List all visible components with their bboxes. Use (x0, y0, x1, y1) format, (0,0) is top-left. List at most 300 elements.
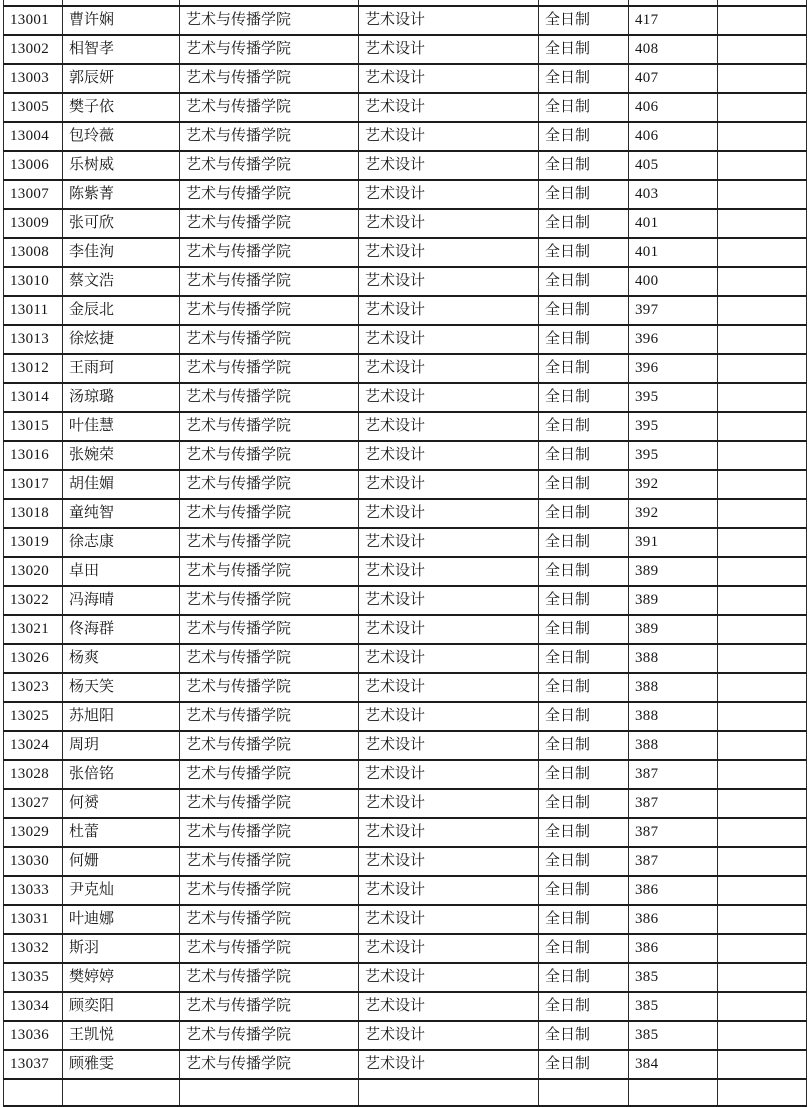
cell-major: 艺术设计 (359, 760, 539, 789)
cell-id: 13030 (4, 847, 63, 876)
cell-college: 艺术与传播学院 (180, 64, 359, 93)
cell-name: 叶佳慧 (63, 412, 180, 441)
empty-cell (629, 1079, 718, 1106)
cell-major: 艺术设计 (359, 644, 539, 673)
cell-id: 13008 (4, 238, 63, 267)
cell-score: 405 (629, 151, 718, 180)
cell-mode: 全日制 (539, 818, 629, 847)
cell-extra (718, 1021, 807, 1050)
cell-major: 艺术设计 (359, 296, 539, 325)
cell-id: 13010 (4, 267, 63, 296)
cell-score: 386 (629, 876, 718, 905)
cell-college: 艺术与传播学院 (180, 1050, 359, 1079)
cell-mode: 全日制 (539, 615, 629, 644)
cell-score: 386 (629, 905, 718, 934)
cell-mode: 全日制 (539, 441, 629, 470)
cell-id: 13021 (4, 615, 63, 644)
table-row (4, 470, 807, 499)
cell-college: 艺术与传播学院 (180, 35, 359, 64)
cell-id: 13020 (4, 557, 63, 586)
cell-extra (718, 296, 807, 325)
table-row (4, 64, 807, 93)
cell-score: 388 (629, 673, 718, 702)
cell-name: 尹克灿 (63, 876, 180, 905)
cell-college: 艺术与传播学院 (180, 760, 359, 789)
cell-major: 艺术设计 (359, 963, 539, 992)
cell-extra (718, 847, 807, 876)
cell-id: 13018 (4, 499, 63, 528)
cell-score: 387 (629, 789, 718, 818)
cell-extra (718, 267, 807, 296)
cell-college: 艺术与传播学院 (180, 876, 359, 905)
cell-major: 艺术设计 (359, 615, 539, 644)
cell-mode: 全日制 (539, 296, 629, 325)
cell-extra (718, 644, 807, 673)
cell-college: 艺术与传播学院 (180, 702, 359, 731)
cell-extra (718, 905, 807, 934)
table-row (4, 151, 807, 180)
cell-major: 艺术设计 (359, 441, 539, 470)
cell-college: 艺术与传播学院 (180, 441, 359, 470)
cell-id: 13003 (4, 64, 63, 93)
cell-extra (718, 789, 807, 818)
cell-major: 艺术设计 (359, 122, 539, 151)
cell-major: 艺术设计 (359, 6, 539, 35)
cell-mode: 全日制 (539, 209, 629, 238)
cell-major: 艺术设计 (359, 586, 539, 615)
cell-major: 艺术设计 (359, 847, 539, 876)
empty-cell (539, 1079, 629, 1106)
cell-id: 13035 (4, 963, 63, 992)
cell-name: 陈紫菁 (63, 180, 180, 209)
empty-cell (180, 1079, 359, 1106)
cell-mode: 全日制 (539, 992, 629, 1021)
cell-major: 艺术设计 (359, 702, 539, 731)
cell-major: 艺术设计 (359, 35, 539, 64)
cell-name: 周玥 (63, 731, 180, 760)
cell-extra (718, 122, 807, 151)
cell-name: 金辰北 (63, 296, 180, 325)
table-row (4, 122, 807, 151)
cell-name: 冯海晴 (63, 586, 180, 615)
cell-mode: 全日制 (539, 847, 629, 876)
table-row (4, 180, 807, 209)
cell-college: 艺术与传播学院 (180, 644, 359, 673)
cell-major: 艺术设计 (359, 383, 539, 412)
table-row (4, 557, 807, 586)
partial-row-bottom (4, 1079, 807, 1106)
cell-extra (718, 325, 807, 354)
cell-id: 13027 (4, 789, 63, 818)
table-row (4, 992, 807, 1021)
cell-name: 卓田 (63, 557, 180, 586)
cell-name: 张倍铭 (63, 760, 180, 789)
cell-mode: 全日制 (539, 789, 629, 818)
cell-score: 395 (629, 412, 718, 441)
cell-score: 396 (629, 354, 718, 383)
cell-id: 13001 (4, 6, 63, 35)
table-row (4, 1050, 807, 1079)
cell-college: 艺术与传播学院 (180, 934, 359, 963)
cell-major: 艺术设计 (359, 731, 539, 760)
cell-id: 13032 (4, 934, 63, 963)
cell-score: 408 (629, 35, 718, 64)
cell-mode: 全日制 (539, 760, 629, 789)
cell-score: 389 (629, 557, 718, 586)
table-row (4, 209, 807, 238)
table-row (4, 441, 807, 470)
cell-name: 汤琼璐 (63, 383, 180, 412)
cell-college: 艺术与传播学院 (180, 528, 359, 557)
cell-score: 406 (629, 122, 718, 151)
cell-extra (718, 934, 807, 963)
cell-id: 13017 (4, 470, 63, 499)
table-row (4, 238, 807, 267)
cell-major: 艺术设计 (359, 267, 539, 296)
cell-id: 13004 (4, 122, 63, 151)
cell-id: 13024 (4, 731, 63, 760)
cell-college: 艺术与传播学院 (180, 992, 359, 1021)
cell-college: 艺术与传播学院 (180, 847, 359, 876)
cell-college: 艺术与传播学院 (180, 354, 359, 383)
cell-name: 李佳洵 (63, 238, 180, 267)
cell-name: 斯羽 (63, 934, 180, 963)
cell-name: 杜蕾 (63, 818, 180, 847)
cell-college: 艺术与传播学院 (180, 383, 359, 412)
table-row (4, 615, 807, 644)
cell-extra (718, 412, 807, 441)
cell-score: 389 (629, 586, 718, 615)
cell-score: 385 (629, 963, 718, 992)
cell-extra (718, 93, 807, 122)
cell-id: 13006 (4, 151, 63, 180)
cell-major: 艺术设计 (359, 876, 539, 905)
cell-college: 艺术与传播学院 (180, 238, 359, 267)
cell-college: 艺术与传播学院 (180, 963, 359, 992)
cell-mode: 全日制 (539, 151, 629, 180)
cell-major: 艺术设计 (359, 64, 539, 93)
cell-id: 13028 (4, 760, 63, 789)
cell-college: 艺术与传播学院 (180, 731, 359, 760)
cell-major: 艺术设计 (359, 1021, 539, 1050)
cell-major: 艺术设计 (359, 470, 539, 499)
cell-major: 艺术设计 (359, 818, 539, 847)
cell-name: 何赟 (63, 789, 180, 818)
cell-mode: 全日制 (539, 180, 629, 209)
admission-score-table (3, 0, 807, 1107)
cell-mode: 全日制 (539, 64, 629, 93)
cell-name: 杨爽 (63, 644, 180, 673)
cell-id: 13012 (4, 354, 63, 383)
cell-major: 艺术设计 (359, 557, 539, 586)
table-row (4, 760, 807, 789)
table-row (4, 528, 807, 557)
table-row (4, 702, 807, 731)
table-row (4, 296, 807, 325)
cell-extra (718, 615, 807, 644)
cell-name: 徐志康 (63, 528, 180, 557)
table-row (4, 6, 807, 35)
cell-college: 艺术与传播学院 (180, 267, 359, 296)
cell-id: 13016 (4, 441, 63, 470)
table-row (4, 905, 807, 934)
cell-college: 艺术与传播学院 (180, 789, 359, 818)
cell-name: 苏旭阳 (63, 702, 180, 731)
cell-name: 顾奕阳 (63, 992, 180, 1021)
table-row (4, 35, 807, 64)
cell-college: 艺术与传播学院 (180, 412, 359, 441)
cell-extra (718, 64, 807, 93)
table-row (4, 1021, 807, 1050)
cell-extra (718, 151, 807, 180)
cell-score: 407 (629, 64, 718, 93)
cell-major: 艺术设计 (359, 934, 539, 963)
empty-cell (63, 1079, 180, 1106)
cell-college: 艺术与传播学院 (180, 180, 359, 209)
cell-extra (718, 992, 807, 1021)
cell-extra (718, 818, 807, 847)
cell-mode: 全日制 (539, 383, 629, 412)
cell-score: 388 (629, 644, 718, 673)
cell-score: 395 (629, 441, 718, 470)
cell-score: 396 (629, 325, 718, 354)
cell-extra (718, 731, 807, 760)
cell-id: 13036 (4, 1021, 63, 1050)
cell-mode: 全日制 (539, 876, 629, 905)
cell-extra (718, 528, 807, 557)
cell-college: 艺术与传播学院 (180, 296, 359, 325)
cell-name: 王雨珂 (63, 354, 180, 383)
cell-score: 386 (629, 934, 718, 963)
cell-name: 童纯智 (63, 499, 180, 528)
cell-mode: 全日制 (539, 267, 629, 296)
cell-id: 13023 (4, 673, 63, 702)
cell-score: 388 (629, 702, 718, 731)
cell-id: 13009 (4, 209, 63, 238)
cell-id: 13034 (4, 992, 63, 1021)
cell-score: 389 (629, 615, 718, 644)
cell-major: 艺术设计 (359, 151, 539, 180)
cell-major: 艺术设计 (359, 325, 539, 354)
table-row (4, 818, 807, 847)
cell-id: 13037 (4, 1050, 63, 1079)
cell-name: 相智孝 (63, 35, 180, 64)
cell-id: 13033 (4, 876, 63, 905)
cell-name: 顾雅雯 (63, 1050, 180, 1079)
cell-mode: 全日制 (539, 499, 629, 528)
cell-major: 艺术设计 (359, 209, 539, 238)
cell-major: 艺术设计 (359, 412, 539, 441)
cell-id: 13019 (4, 528, 63, 557)
cell-score: 387 (629, 847, 718, 876)
cell-mode: 全日制 (539, 354, 629, 383)
cell-score: 397 (629, 296, 718, 325)
cell-name: 包玲薇 (63, 122, 180, 151)
cell-extra (718, 238, 807, 267)
cell-extra (718, 1050, 807, 1079)
cell-college: 艺术与传播学院 (180, 499, 359, 528)
cell-id: 13031 (4, 905, 63, 934)
cell-name: 曹许娴 (63, 6, 180, 35)
cell-college: 艺术与传播学院 (180, 209, 359, 238)
table-row (4, 644, 807, 673)
cell-college: 艺术与传播学院 (180, 6, 359, 35)
cell-score: 401 (629, 209, 718, 238)
cell-major: 艺术设计 (359, 238, 539, 267)
cell-major: 艺术设计 (359, 93, 539, 122)
cell-extra (718, 586, 807, 615)
cell-id: 13026 (4, 644, 63, 673)
table-row (4, 354, 807, 383)
cell-mode: 全日制 (539, 1050, 629, 1079)
cell-extra (718, 876, 807, 905)
cell-mode: 全日制 (539, 1021, 629, 1050)
cell-extra (718, 470, 807, 499)
cell-college: 艺术与传播学院 (180, 93, 359, 122)
table-row (4, 963, 807, 992)
table-row (4, 412, 807, 441)
table-row (4, 93, 807, 122)
cell-mode: 全日制 (539, 470, 629, 499)
cell-college: 艺术与传播学院 (180, 673, 359, 702)
cell-major: 艺术设计 (359, 789, 539, 818)
empty-cell (359, 1079, 539, 1106)
cell-extra (718, 209, 807, 238)
cell-id: 13015 (4, 412, 63, 441)
table-row (4, 731, 807, 760)
cell-extra (718, 673, 807, 702)
cell-score: 385 (629, 992, 718, 1021)
cell-score: 401 (629, 238, 718, 267)
cell-name: 徐炫捷 (63, 325, 180, 354)
cell-id: 13005 (4, 93, 63, 122)
cell-id: 13011 (4, 296, 63, 325)
cell-name: 乐树威 (63, 151, 180, 180)
cell-extra (718, 180, 807, 209)
cell-major: 艺术设计 (359, 992, 539, 1021)
cell-extra (718, 354, 807, 383)
cell-score: 395 (629, 383, 718, 412)
table-row (4, 789, 807, 818)
table-row (4, 586, 807, 615)
cell-major: 艺术设计 (359, 673, 539, 702)
cell-mode: 全日制 (539, 325, 629, 354)
cell-college: 艺术与传播学院 (180, 151, 359, 180)
table-row (4, 934, 807, 963)
cell-major: 艺术设计 (359, 499, 539, 528)
cell-college: 艺术与传播学院 (180, 615, 359, 644)
cell-mode: 全日制 (539, 557, 629, 586)
table-row (4, 383, 807, 412)
empty-cell (4, 1079, 63, 1106)
cell-extra (718, 760, 807, 789)
table-row (4, 673, 807, 702)
cell-id: 13025 (4, 702, 63, 731)
cell-mode: 全日制 (539, 238, 629, 267)
cell-name: 杨天笑 (63, 673, 180, 702)
cell-mode: 全日制 (539, 6, 629, 35)
cell-score: 384 (629, 1050, 718, 1079)
cell-id: 13002 (4, 35, 63, 64)
cell-college: 艺术与传播学院 (180, 470, 359, 499)
cell-college: 艺术与传播学院 (180, 586, 359, 615)
empty-cell (718, 1079, 807, 1106)
table-row (4, 325, 807, 354)
cell-score: 392 (629, 499, 718, 528)
cell-name: 何姗 (63, 847, 180, 876)
cell-id: 13013 (4, 325, 63, 354)
cell-major: 艺术设计 (359, 905, 539, 934)
cell-mode: 全日制 (539, 905, 629, 934)
cell-name: 张可欣 (63, 209, 180, 238)
cell-extra (718, 557, 807, 586)
cell-score: 387 (629, 818, 718, 847)
cell-extra (718, 6, 807, 35)
cell-extra (718, 499, 807, 528)
cell-mode: 全日制 (539, 644, 629, 673)
cell-college: 艺术与传播学院 (180, 1021, 359, 1050)
table-row (4, 499, 807, 528)
cell-id: 13007 (4, 180, 63, 209)
cell-college: 艺术与传播学院 (180, 557, 359, 586)
cell-mode: 全日制 (539, 412, 629, 441)
cell-extra (718, 383, 807, 412)
cell-score: 385 (629, 1021, 718, 1050)
cell-major: 艺术设计 (359, 1050, 539, 1079)
cell-extra (718, 702, 807, 731)
cell-name: 樊子依 (63, 93, 180, 122)
cell-college: 艺术与传播学院 (180, 122, 359, 151)
cell-id: 13029 (4, 818, 63, 847)
cell-name: 佟海群 (63, 615, 180, 644)
cell-extra (718, 441, 807, 470)
cell-name: 胡佳媚 (63, 470, 180, 499)
cell-name: 蔡文浩 (63, 267, 180, 296)
cell-score: 417 (629, 6, 718, 35)
cell-major: 艺术设计 (359, 180, 539, 209)
cell-name: 王凯悦 (63, 1021, 180, 1050)
cell-college: 艺术与传播学院 (180, 818, 359, 847)
cell-mode: 全日制 (539, 93, 629, 122)
cell-score: 387 (629, 760, 718, 789)
cell-score: 392 (629, 470, 718, 499)
cell-extra (718, 963, 807, 992)
cell-id: 13022 (4, 586, 63, 615)
cell-name: 叶迪娜 (63, 905, 180, 934)
cell-score: 391 (629, 528, 718, 557)
cell-mode: 全日制 (539, 963, 629, 992)
cell-college: 艺术与传播学院 (180, 325, 359, 354)
cell-score: 400 (629, 267, 718, 296)
cell-major: 艺术设计 (359, 354, 539, 383)
cell-mode: 全日制 (539, 528, 629, 557)
cell-extra (718, 35, 807, 64)
cell-mode: 全日制 (539, 934, 629, 963)
cell-mode: 全日制 (539, 122, 629, 151)
cell-mode: 全日制 (539, 673, 629, 702)
cell-mode: 全日制 (539, 35, 629, 64)
cell-mode: 全日制 (539, 702, 629, 731)
table-row (4, 847, 807, 876)
cell-score: 388 (629, 731, 718, 760)
cell-name: 张婉荣 (63, 441, 180, 470)
cell-score: 403 (629, 180, 718, 209)
cell-name: 樊婷婷 (63, 963, 180, 992)
table-body (4, 0, 807, 1106)
cell-mode: 全日制 (539, 731, 629, 760)
table-row (4, 876, 807, 905)
cell-major: 艺术设计 (359, 528, 539, 557)
